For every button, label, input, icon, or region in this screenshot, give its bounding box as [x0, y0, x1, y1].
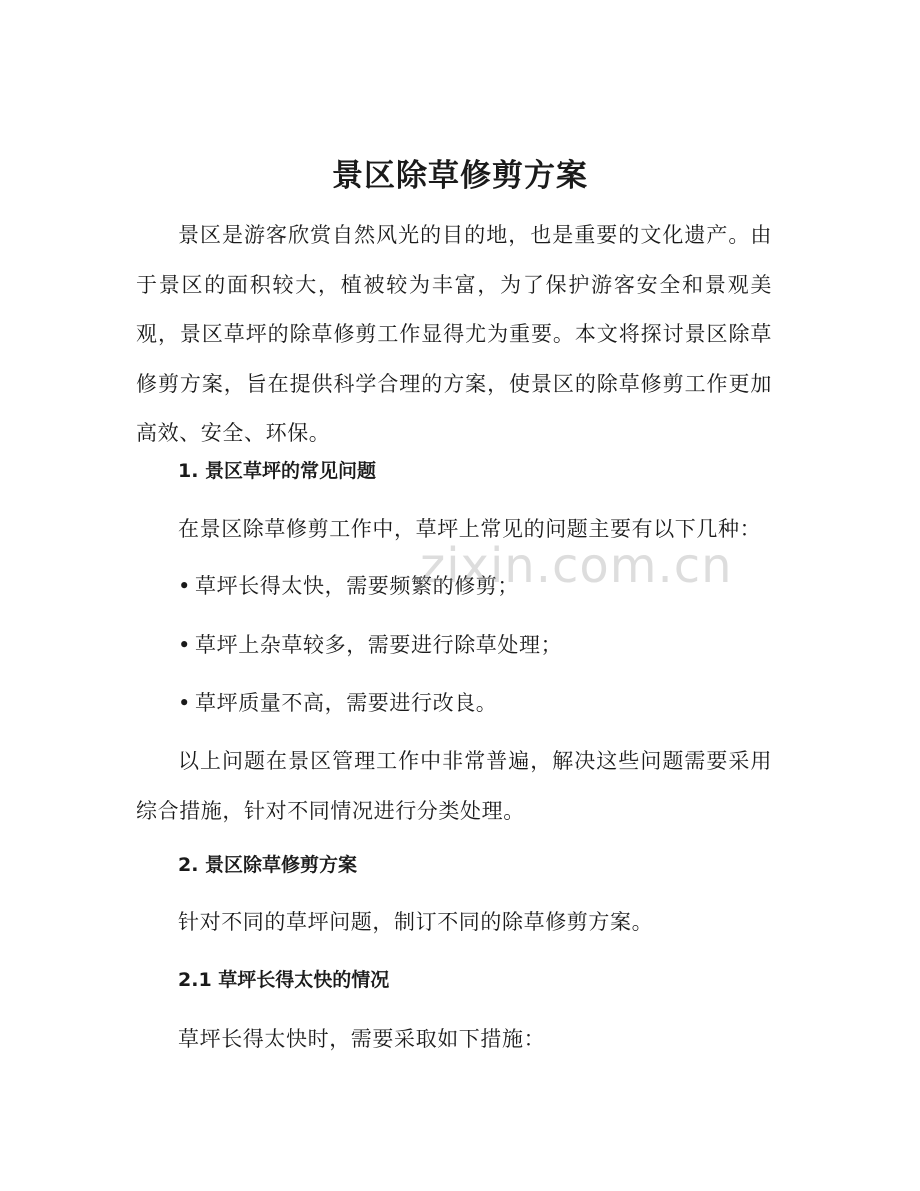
list-item-text: 草坪质量不高，需要进行改良。	[195, 691, 498, 715]
section2-heading: 2. 景区除草修剪方案	[178, 854, 358, 876]
section2-lead: 针对不同的草坪问题，制订不同的除草修剪方案。	[178, 910, 654, 934]
section1-conclusion: 以上问题在景区管理工作中非常普遍，解决这些问题需要采用综合措施，针对不同情况进行分类处理。	[136, 749, 772, 823]
list-item	[178, 688, 778, 718]
list-item-text: 草坪长得太快，需要频繁的修剪；	[195, 574, 519, 598]
list-item	[178, 630, 778, 660]
subsection-2-1-lead: 草坪长得太快时，需要采取如下措施：	[178, 1027, 546, 1051]
list-item	[178, 571, 778, 601]
bullet-icon: •	[178, 574, 191, 598]
section1-heading: 1. 景区草坪的常见问题	[178, 460, 377, 482]
list-item-text: 草坪上杂草较多，需要进行除草处理；	[195, 633, 563, 657]
subsection-2-1-heading: 2.1 草坪长得太快的情况	[178, 969, 390, 991]
bullet-icon: •	[178, 691, 191, 715]
bullet-icon: •	[178, 633, 191, 657]
intro-paragraph: 景区是游客欣赏自然风光的目的地，也是重要的文化遗产。由于景区的面积较大，植被较为丰富，为了保护游客安全和景观美观，景区草坪的除草修剪工作显得尤为重要。本文将探讨景区除草修剪方案，旨在提供科学合理的方案，使景区的除草修剪工作更加高效、安全、环保。	[136, 223, 772, 446]
watermark: zixin.com.cn	[420, 538, 733, 594]
document-title: 景区除草修剪方案	[332, 158, 588, 194]
section1-lead: 在景区除草修剪工作中，草坪上常见的问题主要有以下几种：	[178, 517, 762, 541]
